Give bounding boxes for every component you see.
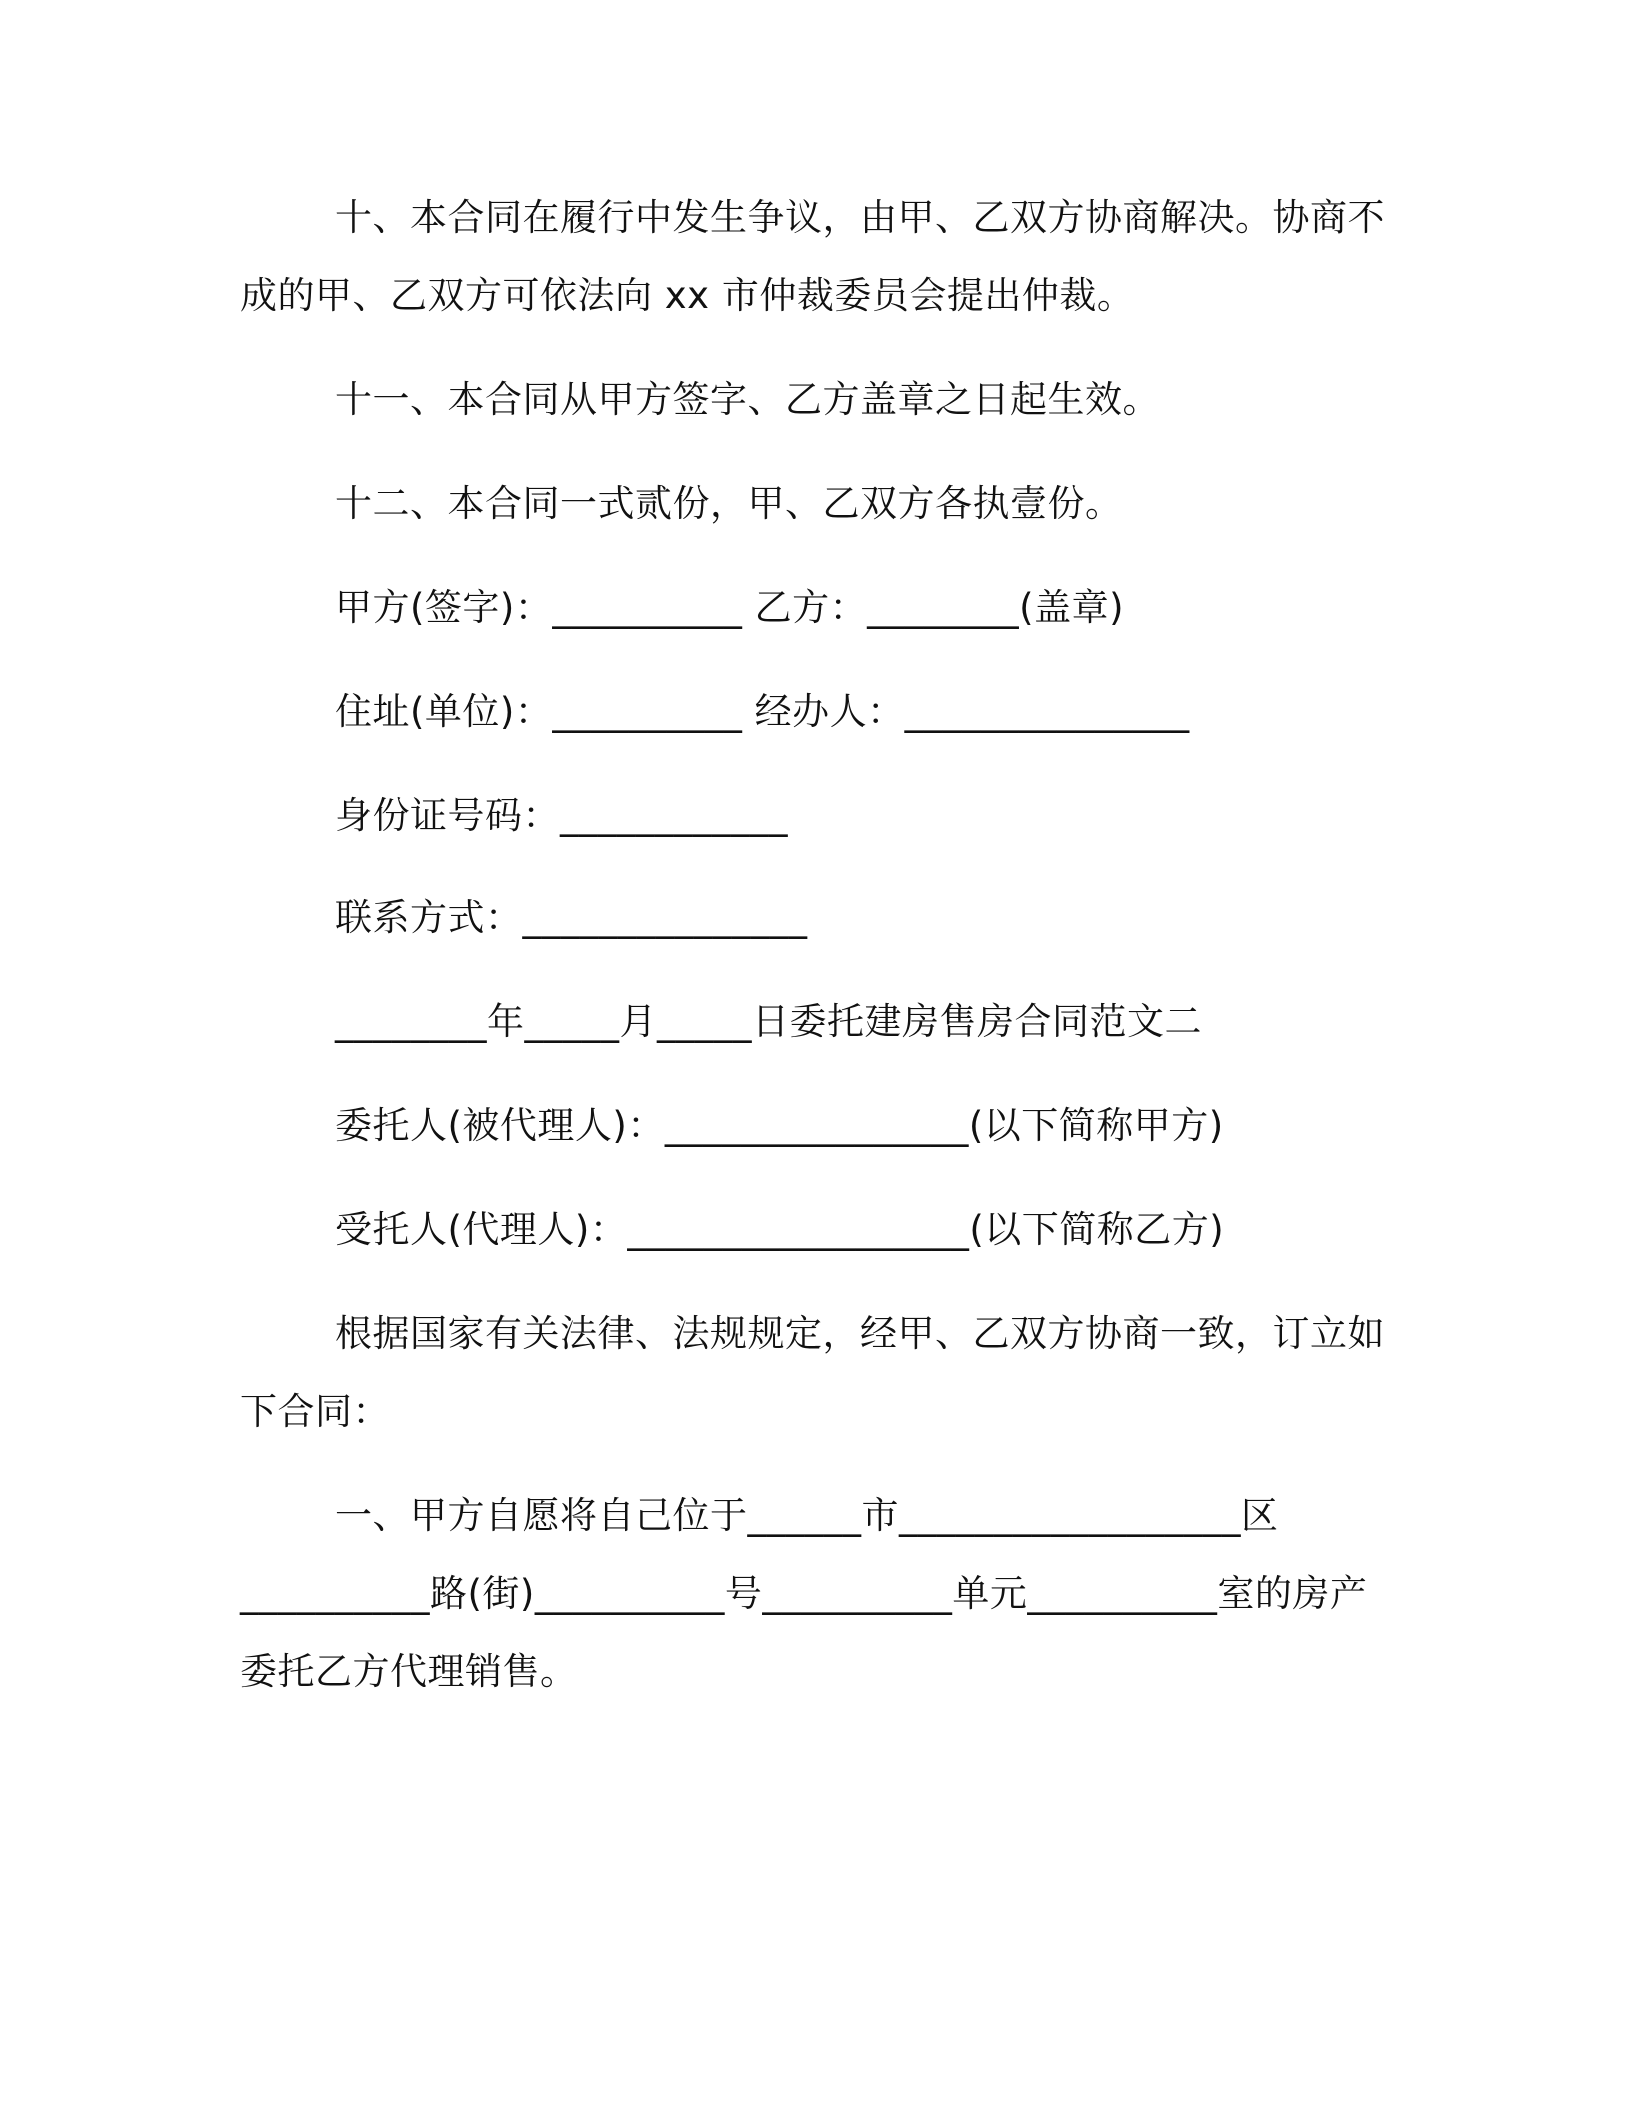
- agent-line: 受托人(代理人)：__________________(以下简称乙方): [335, 1208, 1225, 1251]
- preamble-line-1: 根据国家有关法律、法规规定，经甲、乙双方协商一致，订立如: [335, 1312, 1385, 1355]
- principal-line: 委托人(被代理人)：________________(以下简称甲方): [335, 1104, 1224, 1147]
- preamble-line-2: 下合同：: [240, 1390, 390, 1433]
- clause-1-line-1: 一、甲方自愿将自己位于______市__________________区: [335, 1494, 1279, 1537]
- clause-10-line-1: 十、本合同在履行中发生争议，由甲、乙双方协商解决。协商不: [335, 196, 1385, 239]
- date-and-title-line: ________年_____月_____日委托建房售房合同范文二: [335, 1000, 1202, 1043]
- clause-10-line-2: 成的甲、乙双方可依法向 xx 市仲裁委员会提出仲裁。: [240, 274, 1135, 317]
- clause-11: 十一、本合同从甲方签字、乙方盖章之日起生效。: [335, 378, 1160, 421]
- signature-line-party-a-b: 甲方(签字)：__________ 乙方：________(盖章): [335, 586, 1125, 629]
- clause-1-line-3: 委托乙方代理销售。: [240, 1650, 578, 1693]
- address-agent-line: 住址(单位)：__________ 经办人：_______________: [335, 690, 1190, 733]
- clause-1-line-2: __________路(街)__________号__________单元__________室的房产: [240, 1572, 1368, 1615]
- clause-12: 十二、本合同一式贰份，甲、乙双方各执壹份。: [335, 482, 1123, 525]
- contact-line: 联系方式：_______________: [335, 896, 808, 939]
- id-number-line: 身份证号码：____________: [335, 794, 788, 837]
